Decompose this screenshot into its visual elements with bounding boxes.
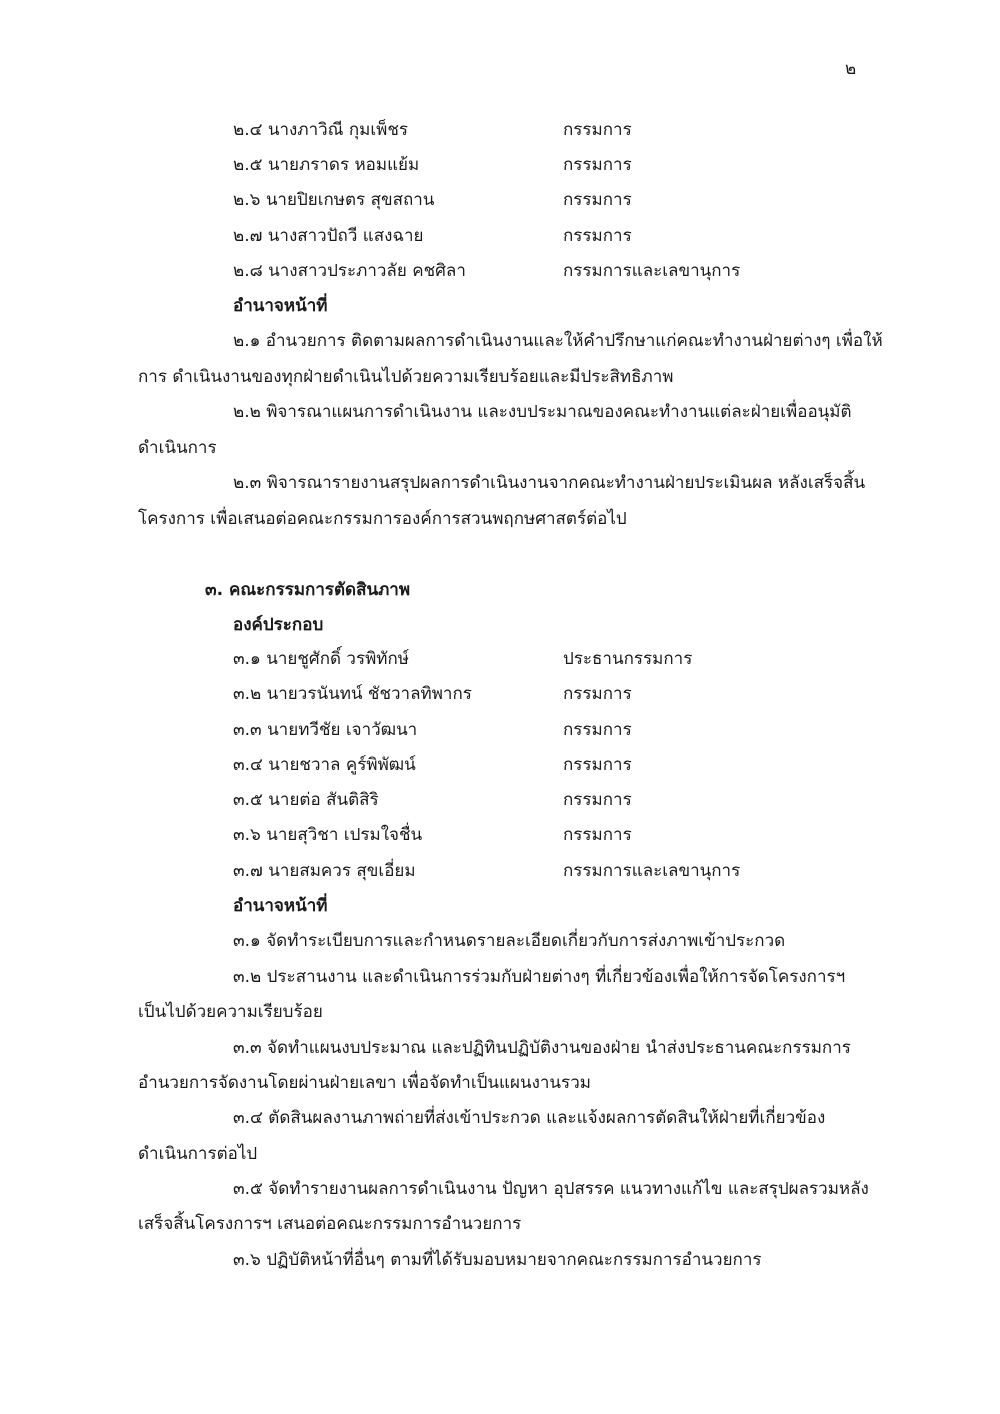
member-name: นายสมควร สุขเอี่ยม — [268, 861, 416, 881]
page-number: ๒ — [845, 59, 857, 79]
committee2-duty-line: โครงการ เพื่อเสนอต่อคณะกรรมการองค์การสวนพฤกษศาสตร์ต่อไป — [138, 509, 627, 529]
committee2-member-row — [233, 154, 419, 176]
member-number: ๒.๕ — [233, 155, 268, 175]
committee3-member-row — [233, 789, 379, 811]
member-role: กรรมการ — [563, 120, 632, 140]
committee3-duty-line: อำนวยการจัดงานโดยผ่านฝ่ายเลขา เพื่อจัดทำเป็นแผนงานรวม — [138, 1073, 591, 1093]
committee3-duty-line: ๓.๕ จัดทำรายงานผลการดำเนินงาน ปัญหา อุปสรรค แนวทางแก้ไข และสรุปผลรวมหลัง — [233, 1179, 869, 1199]
member-role: กรรมการและเลขานุการ — [563, 261, 741, 281]
committee2-member-row — [233, 119, 408, 141]
committee2-duty-line: ดำเนินการ — [138, 438, 217, 458]
committee3-duty-line: เป็นไปด้วยความเรียบร้อย — [138, 1002, 323, 1022]
member-role: กรรมการและเลขานุการ — [563, 861, 741, 881]
member-number: ๓.๖ — [233, 825, 267, 845]
member-number: ๓.๑ — [233, 649, 267, 669]
committee2-duty-line: ๒.๑ อำนวยการ ติดตามผลการดำเนินงานและให้คำปรึกษาแก่คณะทำงานฝ่ายต่างๆ เพื่อให้ — [233, 331, 883, 351]
committee3-member-row — [233, 648, 409, 670]
committee2-member-row — [233, 189, 434, 211]
committee2-duty-line: ๒.๒ พิจารณาแผนการดำเนินงาน และงบประมาณของคณะทำงานแต่ละฝ่ายเพื่ออนุมัติ — [233, 402, 852, 422]
member-role: ประธานกรรมการ — [563, 649, 693, 669]
committee3-member-row — [233, 754, 416, 776]
member-name: นายภราดร หอมแย้ม — [267, 155, 420, 175]
committee3-composition-heading: องค์ประกอบ — [233, 615, 324, 635]
committee3-duty-line: ๓.๔ ตัดสินผลงานภาพถ่ายที่ส่งเข้าประกวด และแจ้งผลการตัดสินให้ฝ่ายที่เกี่ยวข้อง — [233, 1108, 826, 1128]
member-role: กรรมการ — [563, 720, 632, 740]
member-name: นายปิยเกษตร สุขสถาน — [265, 190, 435, 210]
member-name: นายวรนันทน์ ชัชวาลทิพากร — [266, 684, 472, 704]
committee2-member-row — [233, 225, 424, 247]
committee3-member-row — [233, 719, 417, 741]
member-name: นายชวาล คูร์พิพัฒน์ — [268, 755, 416, 775]
member-role: กรรมการ — [563, 190, 632, 210]
member-number: ๒.๖ — [233, 190, 266, 210]
committee3-title: ๓. คณะกรรมการตัดสินภาพ — [205, 580, 411, 600]
committee3-duty-line: ๓.๖ ปฏิบัติหน้าที่อื่นๆ ตามที่ได้รับมอบหมายจากคณะกรรมการอำนวยการ — [233, 1250, 762, 1270]
committee3-duty-line: ๓.๑ จัดทำระเบียบการและกำหนดรายละเอียดเกี่ยวกับการส่งภาพเข้าประกวด — [233, 931, 786, 951]
committee3-member-row — [233, 860, 416, 882]
member-number: ๒.๘ — [233, 261, 269, 281]
member-role: กรรมการ — [563, 790, 632, 810]
committee2-duty-line: การ ดำเนินงานของทุกฝ่ายดำเนินไปด้วยความเรียบร้อยและมีประสิทธิภาพ — [138, 367, 674, 387]
member-name: นายต่อ สันติสิริ — [268, 790, 379, 810]
committee2-member-row — [233, 260, 466, 282]
member-number: ๓.๗ — [233, 861, 269, 881]
committee2-duty-heading: อำนาจหน้าที่ — [233, 296, 328, 316]
member-name: นายทวีชัย เจาวัฒนา — [267, 720, 418, 740]
committee3-member-row — [233, 824, 422, 846]
committee3-duty-line: ๓.๒ ประสานงาน และดำเนินการร่วมกับฝ่ายต่างๆ ที่เกี่ยวข้องเพื่อให้การจัดโครงการฯ — [233, 967, 846, 987]
member-number: ๓.๓ — [233, 720, 268, 740]
committee3-duty-line: ๓.๓ จัดทำแผนงบประมาณ และปฏิทินปฏิบัติงานของฝ่าย นำส่งประธานคณะกรรมการ — [233, 1038, 851, 1058]
member-role: กรรมการ — [563, 155, 632, 175]
committee3-duty-line: ดำเนินการต่อไป — [138, 1144, 258, 1164]
member-name: นายชูศักดิ์ วรพิทักษ์ — [266, 649, 410, 669]
member-number: ๓.๕ — [233, 790, 269, 810]
member-number: ๒.๗ — [233, 226, 268, 246]
member-name: นางสาวปัถวี แสงฉาย — [267, 226, 424, 246]
member-number: ๒.๔ — [233, 120, 268, 140]
committee2-duty-line: ๒.๓ พิจารณารายงานสรุปผลการดำเนินงานจากคณะทำงานฝ่ายประเมินผล หลังเสร็จสิ้น — [233, 473, 866, 493]
member-number: ๓.๔ — [233, 755, 269, 775]
member-role: กรรมการ — [563, 684, 632, 704]
member-name: นางสาวประภาวลัย คชศิลา — [268, 261, 466, 281]
committee3-member-row — [233, 683, 472, 705]
member-number: ๓.๒ — [233, 684, 267, 704]
member-name: นางภาวิณี กุมเพ็ชร — [267, 120, 409, 140]
member-role: กรรมการ — [563, 825, 632, 845]
committee3-duty-line: เสร็จสิ้นโครงการฯ เสนอต่อคณะกรรมการอำนวยการ — [138, 1214, 522, 1234]
member-name: นายสุวิชา เปรมใจชื่น — [266, 825, 423, 845]
member-role: กรรมการ — [563, 226, 632, 246]
committee3-duty-heading: อำนาจหน้าที่ — [233, 896, 328, 916]
member-role: กรรมการ — [563, 755, 632, 775]
